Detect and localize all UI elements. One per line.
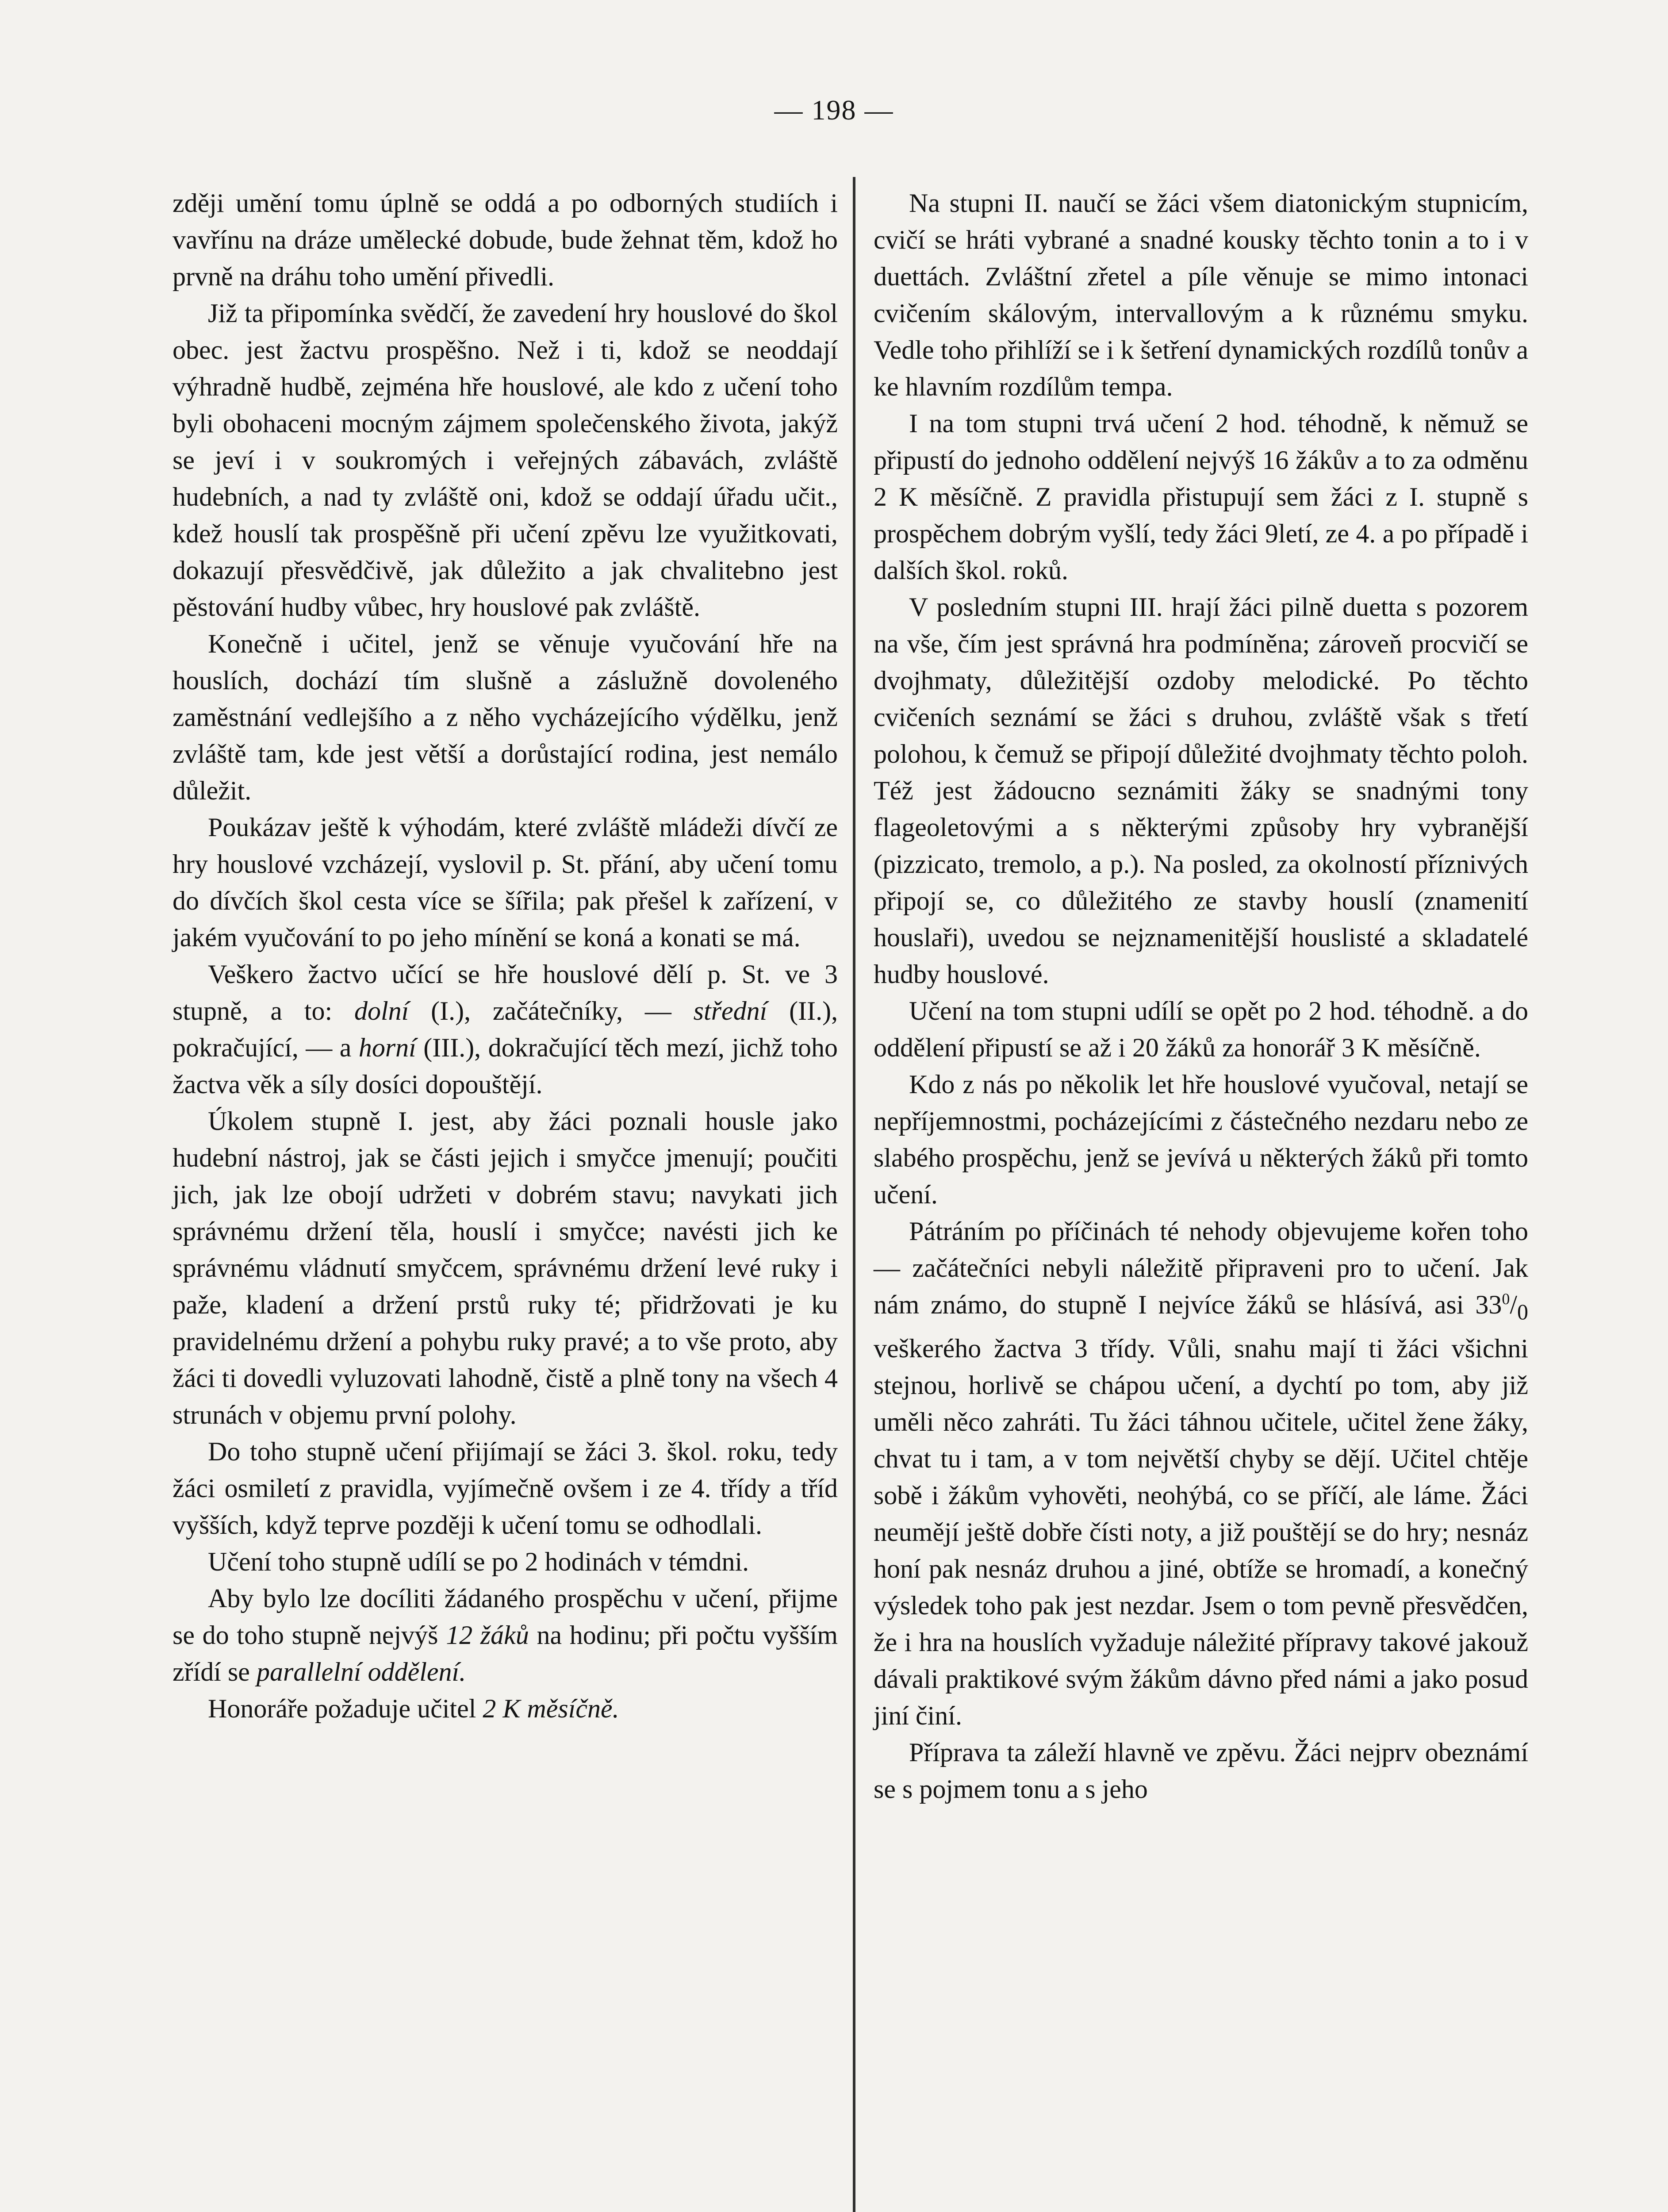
text-run: (II.), pokračující, — a [173,996,838,1062]
superscript: 0 [1502,1290,1510,1308]
text-run: Honoráře požaduje učitel [208,1694,476,1723]
text-run: (I.), začátečníky, — [431,996,671,1025]
emphasis-max-pupils: 12 žáků [446,1621,529,1650]
paragraph: Na stupni II. naučí se žáci všem diatonickým stupnicím, cvičí se hráti vybrané a snadné kousky těchto tonin a to i v duettách. Zvláštní zřetel a píle věnuje se mimo intonaci cvičením skálovým, intervallovým a k různému smyku. Vedle toho přihlíží se i k šetření dynamických rozdílů tonův a ke hlavním rozdílům tempa. [874,188,1528,401]
paragraph: Kdo z nás po několik let hře houslové vyučoval, netají se nepříjemnostmi, pocházejícími z částečného nezdaru nebo ze slabého prospěchu, jenž se jevívá u některých žáků při tomto učení. [874,1070,1528,1209]
paragraph: Poukázav ještě k výhodám, které zvláště mládeži dívčí ze hry houslové vzcházejí, vyslovil p. St. přání, aby učení tomu do dívčích škol cesta více se šířila; pak přešel k zařízení, v jakém vyučování to po jeho mínění se koná a konati se má. [173,813,838,952]
paragraph: Úkolem stupně I. jest, aby žáci poznali housle jako hudební nástroj, jak se části jejich i smyčce jmenují; poučiti jich, jak lze obojí udržeti v dobrém stavu; navykati jich správnému držení těla, houslí i smyčce; navésti jich ke správnému vládnutí smyčcem, správnému držení levé ruky i paže, kladení a držení prstů ruky té; přidržovati je ku pravidelnému držení a pohybu ruky pravé; a to vše proto, aby žáci ti dovedli vyluzovati lahodně, čistě a plně tony na všech 4 strunách v objemu první polohy. [173,1106,838,1429]
text-run: / [1510,1290,1517,1319]
left-column [173,185,838,1727]
subscript: 0 [1517,1299,1528,1324]
paragraph [874,1213,1528,1734]
text-run: (III.), dokračující těch mezí, jichž toho žactva věk a síly dosíci dopouštějí. [173,1033,838,1099]
emphasis-parallel: parallelní oddělení. [256,1657,466,1686]
paragraph: Do toho stupně učení přijímají se žáci 3. škol. roku, tedy žáci osmiletí z pravidla, vyjímečně ovšem i ze 4. třídy a tříd vyšších, když teprve později k učení tomu se odhodlali. [173,1437,838,1540]
text-run: veškerého žactva 3 třídy. Vůli, snahu mají ti žáci všichni stejnou, horlivě se chápou učení, a dychtí po tom, aby již uměli něco zahráti. Tu žáci táhnou učitele, učitel žene žáky, chvat tu i tam, a v tom největší chyby se dějí. Učitel chtěje sobě i žákům vyhověti, neohýbá, co se příčí, ale láme. Žáci neumějí ještě dobře čísti noty, a již pouštějí se do hry; nesnáz honí pak nesnáz druhou a jiné, obtíže se hromadí, a konečný výsledek toho pak jest nezdar. Jsem o tom pevně přesvědčen, že i hra na houslích vyžaduje náležité přípravy takové jakouž dávali praktikové svým žákům dávno před námi a jako posud jiní činí. [874,1334,1528,1730]
paragraph: Učení toho stupně udílí se po 2 hodinách v témdni. [208,1547,749,1576]
paragraph: Již ta připomínka svědčí, že zavedení hry houslové do škol obec. jest žactvu prospěšno. Než i ti, kdož se neoddají výhradně hudbě, zejména hře houslové, ale kdo z učení toho byli obohaceni mocným zájmem společenského života, jakýž se jeví i v soukromých i veřejných zábavách, zvláště hudebních, a nad ty zvláště oni, kdož se oddají úřadu učit., kdež houslí tak prospěšně při učení zpěvu lze využitkovati, dokazují přesvědčivě, jak důležito a jak chvalitebno jest pěstování hudby vůbec, hry houslové pak zvláště. [173,299,838,622]
emphasis-dolni: dolní [354,996,409,1025]
paragraph: I na tom stupni trvá učení 2 hod. téhodně, k němuž se připustí do jednoho oddělení nejvýš 16 žákův a to za odměnu 2 K měsíčně. Z pravidla přistupují sem žáci z I. stupně s prospěchem dobrým vyšlí, tedy žáci 9letí, ze 4. a po případě i dalších škol. roků. [874,409,1528,585]
emphasis-horni: horní [358,1033,416,1062]
paragraph: Učení na tom stupni udílí se opět po 2 hod. téhodně. a do oddělení připustí se až i 20 žáků za honorář 3 K měsíčně. [874,996,1528,1062]
text-run: Pátráním po příčinách té nehody objevujeme kořen toho — začátečníci nebyli náležitě připraveni pro to učení. Jak nám známo, do stupně I nejvíce žáků se hlásívá, asi 33 [874,1217,1528,1319]
column-divider [853,177,855,2212]
right-column [874,185,1528,1808]
paragraph [173,1690,838,1727]
page-number: — 198 — [774,94,894,126]
emphasis-fee: 2 K měsíčně. [483,1694,619,1723]
paragraph: zději umění tomu úplně se oddá a po odborných studiích i vavřínu na dráze umělecké dobude, bude žehnat těm, kdož ho prvně na dráhu toho umění přivedli. [173,188,838,291]
paragraph: Konečně i učitel, jenž se věnuje vyučování hře na houslích, dochází tím slušně a záslužně dovoleného zaměstnání vedlejšího a z něho vycházejícího výdělku, jenž zvláště tam, kde jest větší a dorůstající rodina, jest nemálo důležit. [173,629,838,805]
emphasis-stredni: střední [693,996,767,1025]
paragraph [173,1580,838,1690]
text-run: na hodinu; při počtu vyšším zřídí se [173,1621,838,1686]
paragraph [173,956,838,1103]
paragraph: Příprava ta záleží hlavně ve zpěvu. Žáci nejprv obeznámí se s pojmem tonu a s jeho [874,1738,1528,1804]
text-run: Aby bylo lze docíliti žádaného prospěchu v učení, přijme se do toho stupně nejvýš [173,1584,838,1650]
text-run: Veškero žactvo učící se hře houslové dělí p. St. ve 3 stupně, a to: [173,960,838,1025]
paragraph: V posledním stupni III. hrají žáci pilně duetta s pozorem na vše, čím jest správná hra podmíněna; zároveň procvičí se dvojhmaty, důležitější ozdoby melodické. Po těchto cvičeních seznámí se žáci s druhou, zvláště však s třetí polohou, k čemuž se připojí důležité dvojhmaty těchto poloh. Též jest žádoucno seznámiti žáky se snadnými tony flageoletovými a s některými způsoby hry vybranější (pizzicato, tremolo, a p.). Na posled, za okolností příznivých připojí se, co důležitého ze stavby houslí (znamenití houslaři), uvedou se nejznamenitější houslisté a skladatelé hudby houslové. [874,592,1528,989]
